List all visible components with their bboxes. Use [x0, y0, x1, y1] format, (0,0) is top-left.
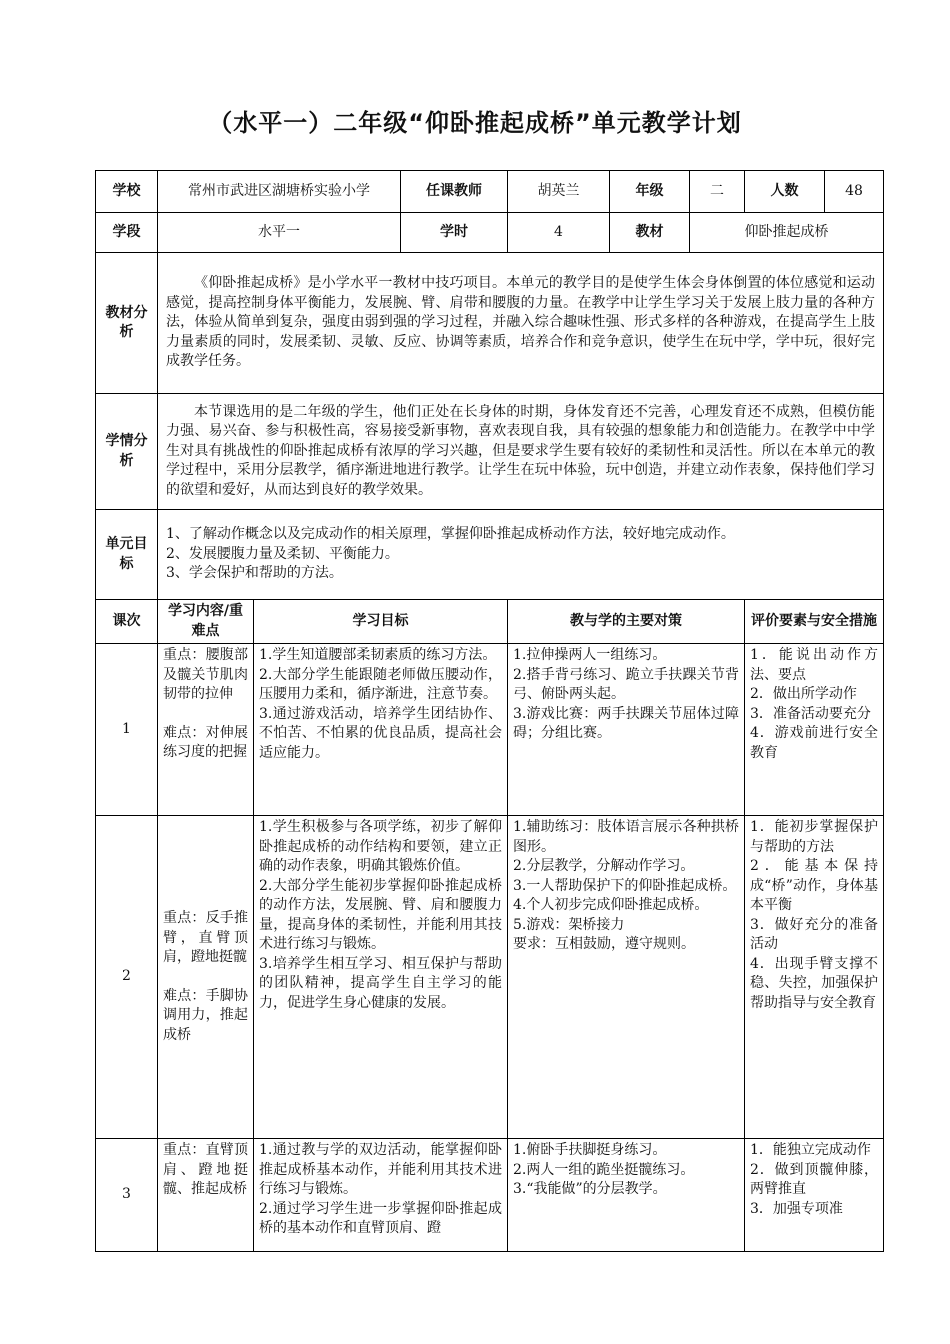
textbook-value: 仰卧推起成桥 — [690, 213, 884, 253]
eval-item: 3．准备活动要充分 — [750, 705, 871, 722]
eval-item: 3．做好充分的准备活动 — [750, 916, 878, 952]
eval-item: 3．加强专项准 — [750, 1200, 843, 1217]
hours-label: 学时 — [401, 213, 508, 253]
lesson-strategy-header: 教与学的主要对策 — [508, 600, 745, 644]
lesson-focus: 重点：直臂顶肩、蹬地挺髋、推起成桥 — [163, 1142, 248, 1197]
lesson-objective-header: 学习目标 — [254, 600, 508, 644]
student-analysis-row — [96, 394, 884, 510]
strategy-item: 2.搭手背弓练习、跪立手扶踝关节背弓、俯卧两头起。 — [513, 666, 739, 702]
lesson-row — [96, 644, 884, 816]
teacher-label: 任课教师 — [401, 171, 508, 213]
strategy-item: 5.游戏：架桥接力 — [513, 916, 625, 933]
lesson-eval-header: 评价要素与安全措施 — [745, 600, 884, 644]
lesson-content — [158, 644, 254, 816]
lesson-objectives — [254, 816, 508, 1139]
stage-value: 水平一 — [158, 213, 401, 253]
info-row-2 — [96, 213, 884, 253]
student-analysis-text: 本节课选用的是二年级的学生，他们正处在长身体的时期，身体发育还不完善，心理发育还不成熟，但模仿能力强、易兴奋、参与积极性高，容易接受新事物，喜欢表现自我，具有较强的想象能力和创造能力。在教学中中学生对具有挑战性的仰卧推起成桥有浓厚的学习兴趣，但是要求学生要有较好的柔韧性和灵活性。所以在本单元的教学过程中，采用分层教学，循序渐进地进行教学。让学生在玩中体验，玩中创造，并建立动作表象，保持他们学习的欲望和爱好，从而达到良好的教学效果。 — [158, 394, 884, 510]
eval-item: 1．能初步掌握保护与帮助的方法 — [750, 819, 878, 855]
unit-goal-list — [158, 510, 884, 600]
count-value: 48 — [825, 171, 884, 213]
lesson-focus: 重点：腰腹部及髋关节肌肉韧带的拉伸 — [163, 647, 248, 702]
lesson-strategies — [508, 1139, 745, 1252]
lesson-number: 2 — [96, 816, 158, 1139]
lesson-row — [96, 1139, 884, 1252]
spacer — [163, 968, 248, 987]
objective-item: 3.培养学生相互学习、相互保护与帮助的团队精神，提高学生自主学习的能力，促进学生身心健康的发展。 — [259, 955, 502, 1011]
strategy-item: 3.一人帮助保护下的仰卧推起成桥。 — [513, 877, 737, 894]
strategy-item: 4.个人初步完成仰卧推起成桥。 — [513, 897, 709, 913]
objective-item: 3.通过游戏活动，培养学生团结协作、不怕苦、不怕累的优良品质，提高社会适应能力。 — [259, 705, 502, 761]
material-analysis-text: 《仰卧推起成桥》是小学水平一教材中技巧项目。本单元的教学目的是使学生体会身体倒置的体位感觉和运动感觉，提高控制身体平衡能力，发展腕、臂、肩带和腰腹的力量。在教学中让学生学习关于发展上肢力量的各种方法，体验从简单到复杂，强度由弱到强的学习过程，并融入综合趣味性强、形式多样的各种游戏，在提高学生上肢力量素质的同时，发展柔韧、灵敏、反应、协调等素质，培养合作和竞争意识，使学生在玩中学，学中玩，很好完成教学任务。 — [158, 253, 884, 394]
strategy-item: 1.拉伸操两人一组练习。 — [513, 647, 667, 663]
lesson-number: 3 — [96, 1139, 158, 1252]
lesson-objectives — [254, 644, 508, 816]
strategy-item: 3.游戏比赛：两手扶踝关节屈体过障碍；分组比赛。 — [513, 705, 739, 741]
info-row-1 — [96, 171, 884, 213]
strategy-item: 3.“我能做”的分层教学。 — [513, 1181, 667, 1197]
lesson-strategies — [508, 816, 745, 1139]
eval-item: 1．能独立完成动作 — [750, 1142, 871, 1158]
lesson-evals — [745, 1139, 884, 1252]
unit-goal-item: 2、发展腰腹力量及柔韧、平衡能力。 — [166, 545, 399, 562]
lesson-content — [158, 816, 254, 1139]
count-label: 人数 — [745, 171, 825, 213]
unit-goal-item: 1、了解动作概念以及完成动作的相关原理，掌握仰卧推起成桥动作方法，较好地完成动作。 — [166, 526, 735, 543]
objective-item: 2.大部分学生能初步掌握仰卧推起成桥的动作方法，发展腕、臂、肩和腰腹力量，提高身体的柔韧性，并能利用其技术进行练习与锻炼。 — [259, 877, 502, 952]
textbook-label: 教材 — [610, 213, 690, 253]
strategy-item: 1.辅助练习：肢体语言展示各种拱桥图形。 — [513, 819, 739, 855]
strategy-item: 要求：互相鼓励，遵守规则。 — [513, 936, 695, 952]
spacer — [163, 705, 248, 724]
lesson-evals — [745, 816, 884, 1139]
objective-item: 1.学生积极参与各项学练，初步了解仰卧推起成桥的动作结构和要领，建立正确的动作表象，明确其锻炼价值。 — [259, 819, 502, 874]
unit-goal-item: 3、学会保护和帮助的方法。 — [166, 565, 343, 582]
student-analysis-label: 学情分析 — [96, 394, 158, 510]
eval-item: 2．做出所学动作 — [750, 686, 857, 702]
lesson-strategies — [508, 644, 745, 816]
school-label: 学校 — [96, 171, 158, 213]
objective-item: 1.学生知道腰部柔韧素质的练习方法。 — [259, 647, 497, 663]
lesson-number: 1 — [96, 644, 158, 816]
stage-label: 学段 — [96, 213, 158, 253]
eval-item: 4．游戏前进行安全教育 — [750, 725, 878, 761]
unit-goal-label: 单元目标 — [96, 510, 158, 600]
lesson-objectives — [254, 1139, 508, 1252]
unit-goal-row — [96, 510, 884, 600]
lesson-focus: 重点：反手推臂，直臂顶肩，蹬地挺髋 — [163, 910, 248, 965]
strategy-item: 2.两人一组的跪坐挺髋练习。 — [513, 1161, 695, 1178]
lesson-content — [158, 1139, 254, 1252]
teaching-plan-table — [95, 170, 884, 1252]
eval-item: 1．能说出动作方法、要点 — [750, 647, 878, 683]
objective-item: 2.大部分学生能跟随老师做压腰动作，压腰用力柔和，循序渐进，注意节奏。 — [259, 666, 502, 702]
material-analysis-row — [96, 253, 884, 394]
material-analysis-label: 教材分析 — [96, 253, 158, 394]
teacher-value: 胡英兰 — [508, 171, 610, 213]
grade-value: 二 — [690, 171, 745, 213]
lesson-num-header: 课次 — [96, 600, 158, 644]
lesson-row — [96, 816, 884, 1139]
school-value: 常州市武进区湖塘桥实验小学 — [158, 171, 401, 213]
lesson-difficulty: 难点：手脚协调用力，推起成桥 — [163, 987, 248, 1043]
lesson-difficulty: 难点：对伸展练习度的把握 — [163, 724, 248, 760]
lesson-header-row — [96, 600, 884, 644]
eval-item: 2．做到顶髋伸膝，两臂推直 — [750, 1161, 878, 1197]
hours-value: 4 — [508, 213, 610, 253]
grade-label: 年级 — [610, 171, 690, 213]
strategy-item: 1.俯卧手扶脚挺身练习。 — [513, 1142, 667, 1158]
objective-item: 1.通过教与学的双边活动，能掌握仰卧推起成桥基本动作，并能利用其技术进行练习与锻炼。 — [259, 1142, 502, 1197]
lesson-content-header: 学习内容/重难点 — [158, 600, 254, 644]
eval-item: 4．出现手臂支撑不稳、失控，加强保护帮助指导与安全教育 — [750, 955, 878, 1011]
page-title: （水平一）二年级“仰卧推起成桥”单元教学计划 — [208, 109, 742, 137]
strategy-item: 2.分层教学，分解动作学习。 — [513, 858, 695, 874]
eval-item: 2．能基本保持成“桥”动作，身体基本平衡 — [750, 858, 878, 913]
lesson-evals — [745, 644, 884, 816]
objective-item: 2.通过学习学生进一步掌握仰卧推起成桥的基本动作和直臂顶肩、蹬 — [259, 1200, 502, 1236]
